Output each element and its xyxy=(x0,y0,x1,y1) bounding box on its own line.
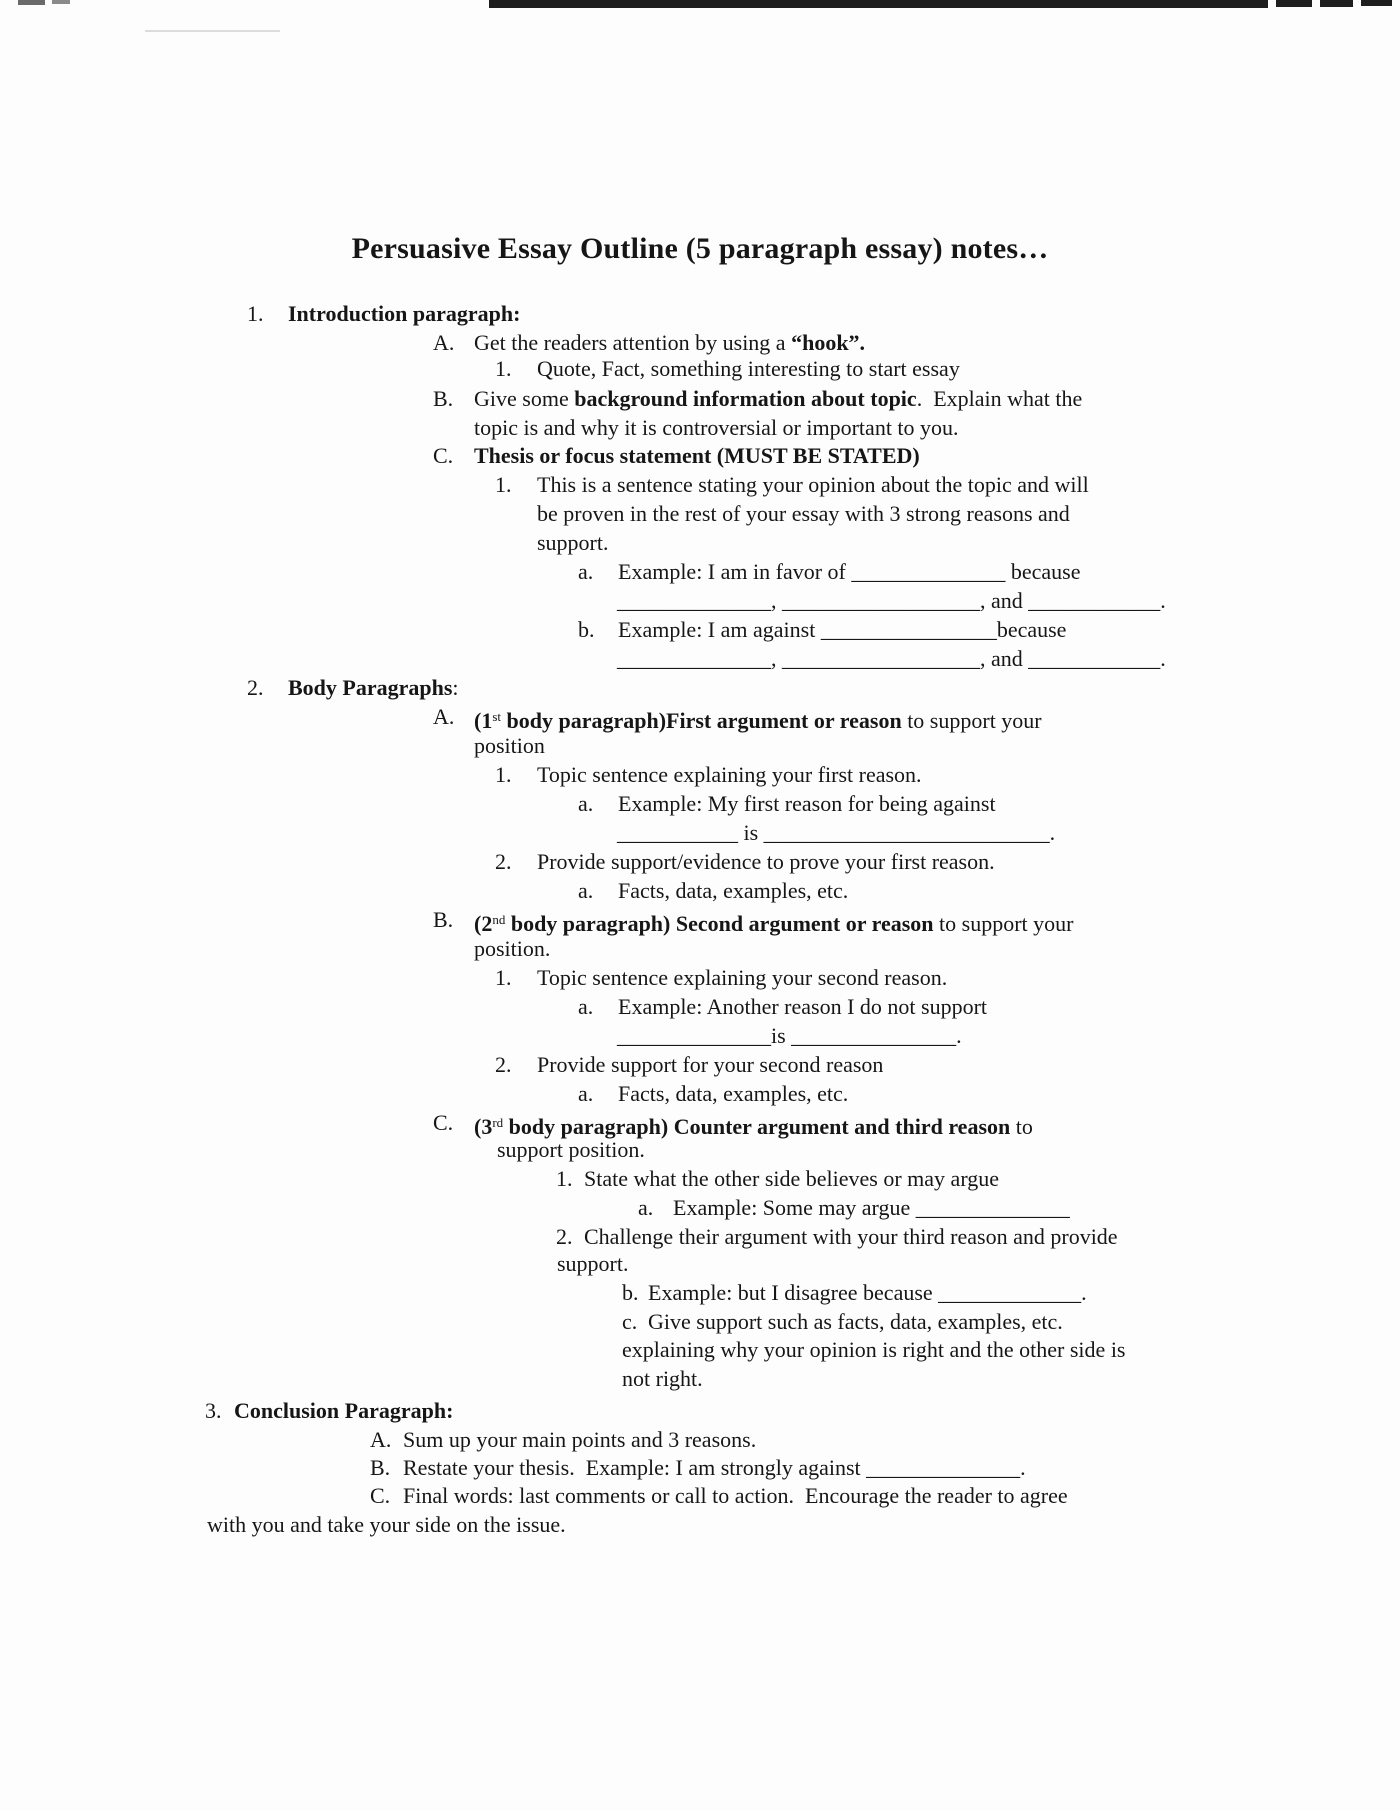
outline-marker: a. xyxy=(578,878,594,903)
document-title: Persuasive Essay Outline (5 paragraph essay) notes… xyxy=(351,232,1049,265)
outline-line-text xyxy=(617,1021,962,1050)
outline-line-text xyxy=(497,1135,645,1164)
text-segment: (1 xyxy=(474,708,493,733)
text-segment: explaining why your opinion is right and the other side is xyxy=(622,1337,1126,1362)
outline-marker: 2. xyxy=(556,1224,573,1249)
text-segment: Conclusion Paragraph: xyxy=(234,1398,454,1423)
outline-line-text xyxy=(288,673,459,702)
text-segment: Example: I am in favor of ______________ because xyxy=(618,559,1081,584)
text-segment: Provide support/evidence to prove your first reason. xyxy=(537,849,995,874)
text-segment: position. xyxy=(474,936,551,961)
outline-line-text xyxy=(474,441,920,470)
text-segment: Give support such as facts, data, examples, etc. xyxy=(648,1309,1063,1334)
scan-noise-bar xyxy=(145,30,280,32)
text-segment: ______________, __________________, and ____________. xyxy=(617,646,1166,671)
outline-line-text xyxy=(403,1453,1026,1482)
outline-line-text xyxy=(557,1249,629,1278)
text-segment: . Explain what the xyxy=(916,386,1083,411)
outline-line-text xyxy=(617,818,1055,847)
outline-line-text xyxy=(537,470,1089,499)
text-segment: Thesis or focus statement (MUST BE STATED) xyxy=(474,443,920,468)
text-segment: not right. xyxy=(622,1366,703,1391)
text-segment: background information about topic xyxy=(574,386,917,411)
text-segment: Example: My first reason for being against xyxy=(618,791,996,816)
text-segment: : xyxy=(452,675,459,700)
outline-line-text xyxy=(288,299,520,328)
outline-marker: 1. xyxy=(495,965,512,990)
outline-line-text xyxy=(474,731,545,760)
text-segment: Sum up your main points and 3 reasons. xyxy=(403,1427,757,1452)
outline-line-text xyxy=(474,702,1042,735)
text-segment: Topic sentence explaining your second reason. xyxy=(537,965,948,990)
outline-marker: a. xyxy=(578,1081,594,1106)
text-segment: to support your xyxy=(901,708,1042,733)
outline-marker: C. xyxy=(433,1110,454,1135)
scan-noise-bar xyxy=(1361,0,1392,6)
outline-line-text xyxy=(474,384,1082,413)
outline-line-text xyxy=(537,528,609,557)
outline-line-text xyxy=(584,1164,999,1193)
outline-marker: B. xyxy=(370,1455,391,1480)
outline-line-text xyxy=(618,1079,848,1108)
outline-marker: 2. xyxy=(495,1052,512,1077)
text-segment: Body Paragraphs xyxy=(288,675,453,700)
text-segment: “hook”. xyxy=(791,330,866,355)
outline-line-text xyxy=(537,1050,883,1079)
text-segment: ______________is _______________. xyxy=(617,1023,962,1048)
text-segment: ______________, __________________, and ____________. xyxy=(617,588,1166,613)
outline-line-text xyxy=(618,876,848,905)
outline-line-text xyxy=(537,354,960,383)
text-segment: Quote, Fact, something interesting to start essay xyxy=(537,356,960,381)
outline-line-text xyxy=(622,1335,1126,1364)
outline-marker: B. xyxy=(433,907,454,932)
text-segment: support. xyxy=(557,1251,629,1276)
outline-marker: a. xyxy=(578,791,594,816)
text-segment: topic is and why it is controversial or important to you. xyxy=(474,415,959,440)
text-segment: ___________ is __________________________. xyxy=(617,820,1056,845)
outline-line-text xyxy=(617,586,1166,615)
outline-line-text xyxy=(207,1510,566,1539)
ordinal-superscript: rd xyxy=(492,1115,504,1130)
outline-line-text xyxy=(648,1278,1087,1307)
outline-line-text xyxy=(648,1307,1063,1336)
outline-line-text xyxy=(537,760,922,789)
outline-marker: C. xyxy=(370,1483,391,1508)
outline-marker: C. xyxy=(433,443,454,468)
text-segment: to xyxy=(1010,1114,1033,1139)
text-segment: Restate your thesis. Example: I am strongly against ______________. xyxy=(403,1455,1026,1480)
text-segment: Example: Another reason I do not support xyxy=(618,994,988,1019)
text-segment: support position. xyxy=(497,1137,645,1162)
text-segment: Challenge their argument with your third reason and provide xyxy=(584,1224,1118,1249)
text-segment: Get the readers attention by using a xyxy=(474,330,792,355)
text-segment: (3 xyxy=(474,1114,493,1139)
text-segment: body paragraph)First argument or reason xyxy=(501,708,902,733)
text-segment: support. xyxy=(537,530,609,555)
outline-line-text xyxy=(403,1481,1068,1510)
text-segment: Facts, data, examples, etc. xyxy=(618,878,849,903)
outline-marker: a. xyxy=(578,559,594,584)
text-segment: Provide support for your second reason xyxy=(537,1052,884,1077)
outline-marker: b. xyxy=(578,617,595,642)
scan-noise-bar xyxy=(18,0,45,5)
outline-marker: B. xyxy=(433,386,454,411)
outline-line-text xyxy=(537,847,995,876)
outline-line-text xyxy=(617,644,1166,673)
outline-marker: 1. xyxy=(556,1166,573,1191)
outline-line-text xyxy=(584,1222,1118,1251)
text-segment: Give some xyxy=(474,386,575,411)
outline-marker: 2. xyxy=(247,675,264,700)
outline-line-text xyxy=(673,1193,1070,1222)
outline-marker: A. xyxy=(370,1427,392,1452)
outline-marker: c. xyxy=(622,1309,638,1334)
outline-line-text xyxy=(618,557,1080,586)
text-segment: Facts, data, examples, etc. xyxy=(618,1081,849,1106)
text-segment: body paragraph) Counter argument and third reason xyxy=(503,1114,1011,1139)
scan-noise-bar xyxy=(1276,0,1312,7)
outline-line-text xyxy=(403,1425,756,1454)
outline-line-text xyxy=(474,413,959,442)
outline-line-text xyxy=(537,963,947,992)
text-segment: body paragraph) Second argument or reason xyxy=(505,911,934,936)
scan-noise-bar xyxy=(52,0,70,4)
outline-marker: b. xyxy=(622,1280,639,1305)
outline-line-text xyxy=(618,615,1066,644)
outline-marker: A. xyxy=(433,330,455,355)
text-segment: (2 xyxy=(474,911,493,936)
text-segment: This is a sentence stating your opinion about the topic and will xyxy=(537,472,1089,497)
outline-marker: 1. xyxy=(495,472,512,497)
outline-line-text xyxy=(537,499,1070,528)
outline-marker: 1. xyxy=(495,762,512,787)
text-segment: Topic sentence explaining your first reason. xyxy=(537,762,922,787)
text-segment: with you and take your side on the issue. xyxy=(207,1512,566,1537)
outline-line-text xyxy=(618,992,987,1021)
outline-line-text xyxy=(234,1396,453,1425)
outline-line-text xyxy=(474,934,550,963)
text-segment: position xyxy=(474,733,545,758)
scan-noise-bar xyxy=(1320,0,1353,7)
outline-line-text xyxy=(622,1364,703,1393)
outline-marker: 3. xyxy=(205,1398,222,1423)
text-segment: Example: but I disagree because _____________. xyxy=(648,1280,1087,1305)
text-segment: Example: I am against ________________because xyxy=(618,617,1067,642)
scan-noise-bar xyxy=(489,0,1268,8)
outline-marker: A. xyxy=(433,704,455,729)
text-segment: Example: Some may argue ______________ xyxy=(673,1195,1070,1220)
outline-line-text xyxy=(474,905,1074,938)
text-segment: State what the other side believes or may argue xyxy=(584,1166,1000,1191)
text-segment: Introduction paragraph: xyxy=(288,301,521,326)
text-segment: be proven in the rest of your essay with 3 strong reasons and xyxy=(537,501,1070,526)
ordinal-superscript: st xyxy=(492,709,501,724)
outline-marker: a. xyxy=(578,994,594,1019)
outline-marker: 2. xyxy=(495,849,512,874)
outline-line-text xyxy=(474,328,865,357)
ordinal-superscript: nd xyxy=(492,912,506,927)
outline-line-text xyxy=(618,789,996,818)
outline-marker: a. xyxy=(638,1195,654,1220)
outline-marker: 1. xyxy=(247,301,264,326)
text-segment: Final words: last comments or call to action. Encourage the reader to agree xyxy=(403,1483,1068,1508)
outline-marker: 1. xyxy=(495,356,512,381)
text-segment: to support your xyxy=(933,911,1074,936)
